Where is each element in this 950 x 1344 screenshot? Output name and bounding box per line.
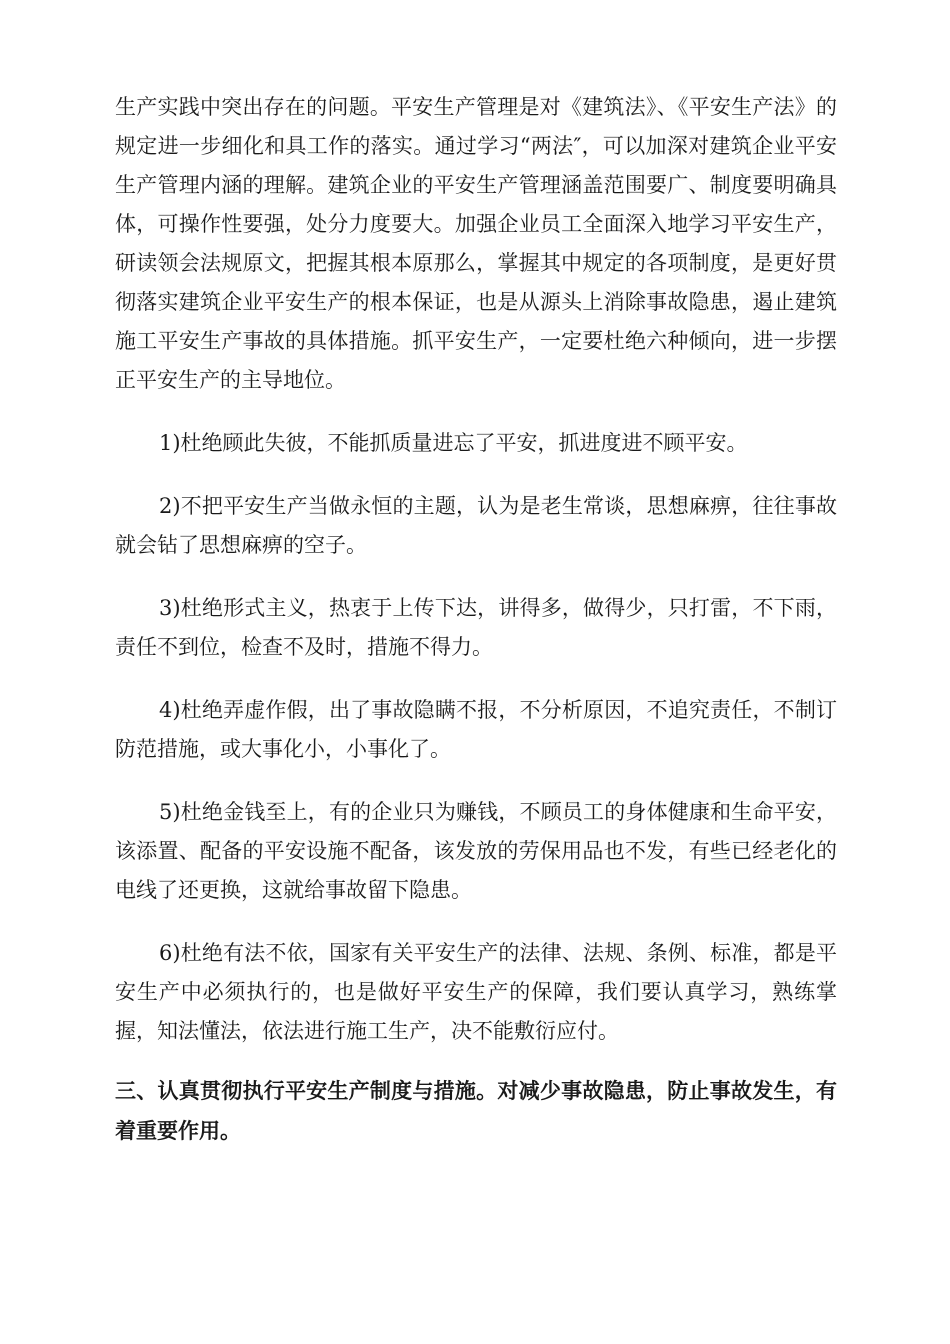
list-item-4: 4)杜绝弄虚作假，出了事故隐瞒不报，不分析原因，不追究责任，不制订防范措施，或大事化小，小事化了。 (115, 698, 837, 761)
list-item-2: 2)不把平安生产当做永恒的主题，认为是老生常谈，思想麻痹，往往事故就会钻了思想麻痹的空子。 (115, 494, 837, 557)
section-heading: 三、认真贯彻执行平安生产制度与措施。对减少事故隐患，防止事故发生，有着重要作用。 (115, 1079, 837, 1143)
document-page (115, 88, 837, 1151)
list-item-6: 6)杜绝有法不依，国家有关平安生产的法律、法规、条例、标准，都是平安生产中必须执行的，也是做好平安生产的保障，我们要认真学习，熟练掌握，知法懂法，依法进行施工生产，决不能敷衍应付。 (115, 941, 837, 1043)
list-item-3: 3)杜绝形式主义，热衷于上传下达，讲得多，做得少，只打雷，不下雨，责任不到位，检查不及时，措施不得力。 (115, 596, 837, 659)
intro-paragraph: 生产实践中突出存在的问题。平安生产管理是对《建筑法》、《平安生产法》的规定进一步细化和具工作的落实。通过学习“两法″，可以加深对建筑企业平安生产管理内涵的理解。建筑企业的平安生产管理涵盖范围要广、制度要明确具体，可操作性要强，处分力度要大。加强企业员工全面深入地学习平安生产，研读领会法规原文，把握其根本原那么，掌握其中规定的各项制度，是更好贯彻落实建筑企业平安生产的根本保证，也是从源头上消除事故隐患，遏止建筑施工平安生产事故的具体措施。抓平安生产，一定要杜绝六种倾向，进一步摆正平安生产的主导地位。 (115, 95, 837, 392)
list-item-1: 1)杜绝顾此失彼，不能抓质量进忘了平安，抓进度进不顾平安。 (159, 431, 748, 455)
list-item-5: 5)杜绝金钱至上，有的企业只为赚钱，不顾员工的身体健康和生命平安，该添置、配备的平安设施不配备，该发放的劳保用品也不发，有些已经老化的电线了还更换，这就给事故留下隐患。 (115, 800, 837, 902)
